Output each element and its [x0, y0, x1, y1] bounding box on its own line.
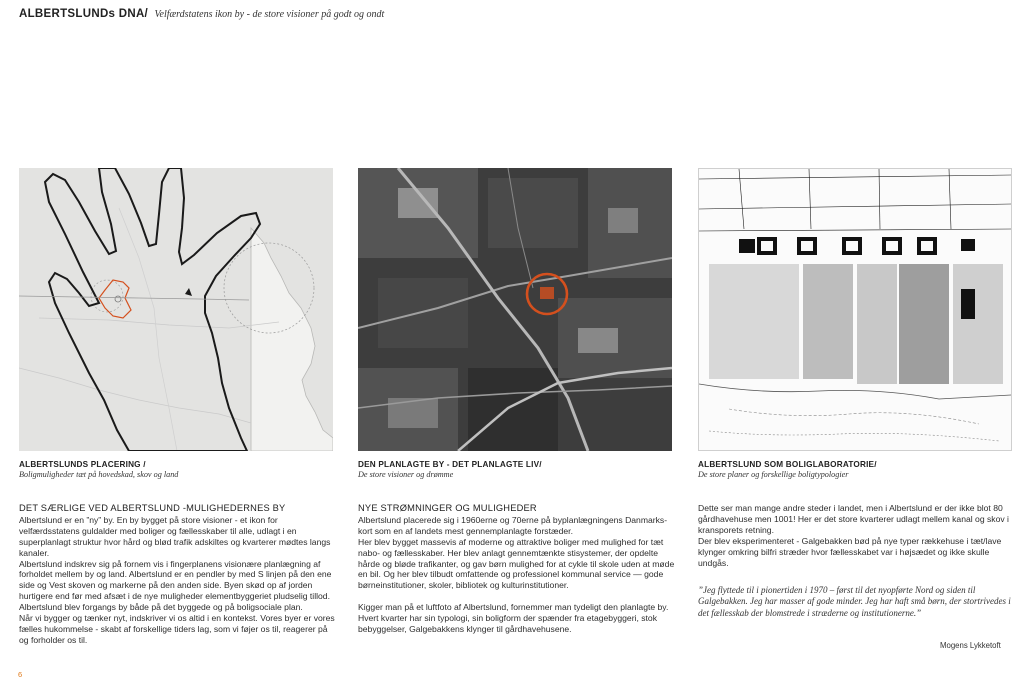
caption-title: ALBERTSLUND SOM BOLIGLABORATORIE/	[698, 460, 877, 469]
column-heading: NYE STRØMNINGER OG MULIGHEDER	[358, 503, 537, 513]
caption-subtitle: Boligmuligheder tæt på hovedskad, skov og land	[19, 470, 179, 479]
hand-map-illustration	[19, 168, 333, 451]
column-paragraph: Der blev eksperimenteret - Galgebakken bød på nye typer rækkehuse i tæt/lave klynger omkring bilfri stræder hvor fællesskabet var i højsædet og ikke skulle undgås.	[698, 535, 1002, 568]
column-heading: DET SÆRLIGE VED ALBERTSLUND -MULIGHEDERNES BY	[19, 503, 286, 513]
page-header	[19, 4, 384, 22]
aerial-photo-illustration	[358, 168, 672, 451]
figure-hand-map	[19, 168, 333, 451]
figure-caption-1	[19, 460, 339, 479]
column-paragraph: Her blev bygget massevis af moderne og attraktive boliger med mulighed for tæt nabo- og fællesskaber. Her blev anlagt gennemtænkte stisystemer, der opdelte hårde og bløde trafikanter, og gav børn mulighed for at cykle til skole uden at møde en bil. Og her blev tilbudt omfattende og professionel kommunal service — gode børneinstitutioner, skoler, bibliotek og kulturinstitutioner.	[358, 536, 675, 591]
page-title: ALBERTSLUNDs DNA/	[19, 8, 149, 20]
figure-caption-3	[698, 460, 1018, 479]
text-column-2	[358, 503, 676, 635]
column-paragraph: Kigger man på et luftfoto af Albertslund, fornemmer man tydeligt den planlagte by. Hvert kvarter har sin typologi, sin boligform der spænder fra etagebyggeri, stok bebyggelser, Galgebakkens klynger til gårdhavehusene.	[358, 602, 669, 635]
figure-aerial-photo	[358, 168, 672, 451]
figure-site-plan	[698, 168, 1012, 451]
figure-caption-2	[358, 460, 678, 479]
site-plan-illustration	[699, 169, 1011, 450]
column-paragraph: Når vi bygger og tænker nyt, indskriver vi os altid i en kontekst. Vores byer er vores fælles hukommelse - skabt af forskellige tiders lag, som vi føjer os til, reagerer på og forholder os til.	[19, 613, 335, 645]
text-column-1	[19, 503, 337, 646]
caption-subtitle: De store visioner og drømme	[358, 470, 454, 479]
quote-author: Mogens Lykketoft	[940, 641, 1001, 650]
page-number: 6	[18, 670, 23, 679]
column-paragraph: Dette ser man mange andre steder i landet, men i Albertslund er der ikke blot 80 gårdhavehuse men 1001! Her er det store kvarterer udlagt mellem kanal og skov i kransporets retning.	[698, 503, 1009, 535]
text-column-3	[698, 503, 1016, 568]
caption-title: DEN PLANLAGTE BY - DET PLANLAGTE LIV/	[358, 460, 542, 469]
column-paragraph: Albertslund placerede sig i 1960erne og 70erne på byplanlægningens Danmarks- kort som en af landets mest gennemplanlagte forstæder.	[358, 514, 668, 536]
pull-quote: ”Jeg flyttede til i pionertiden i 1970 – først til det nyopførte Nord og siden til Galgebakken. Jeg har masser af gode minder. Jeg har haft små børn, der stortrivedes i det fællesskab der blomstrede i stræderne og institutionerne.”	[698, 585, 1011, 618]
page-subtitle: Velfærdstatens ikon by - de store visioner på godt og ondt	[154, 9, 385, 20]
caption-title: ALBERTSLUNDS PLACERING /	[19, 460, 146, 469]
column-paragraph: Albertslund er en ”ny” by. En by bygget på store visioner - et ikon for velfærdsstatens guldalder med boliger og fællesskaber til alle, udlagt i en superplanlagt struktur hvor hård og blød trafik adskiltes og kvarterer mødtes langs kanaler.	[19, 514, 331, 558]
column-paragraph: Albertslund indskrev sig på fornem vis i fingerplanens visionære planlægning af forholdet mellem by og land. Albertslund er en pendler by med S linjen på den ene side og Vest skoven og markerne på den anden side. Byen skød op af jorden hurtigere end før med afsæt i de nye muligheder elementbyggeriet pludselig tillod. Albertslund blev forgangs by både på det byggede og på boligsociale plan.	[19, 558, 332, 613]
caption-subtitle: De store planer og forskellige boligtypologier	[698, 470, 849, 479]
